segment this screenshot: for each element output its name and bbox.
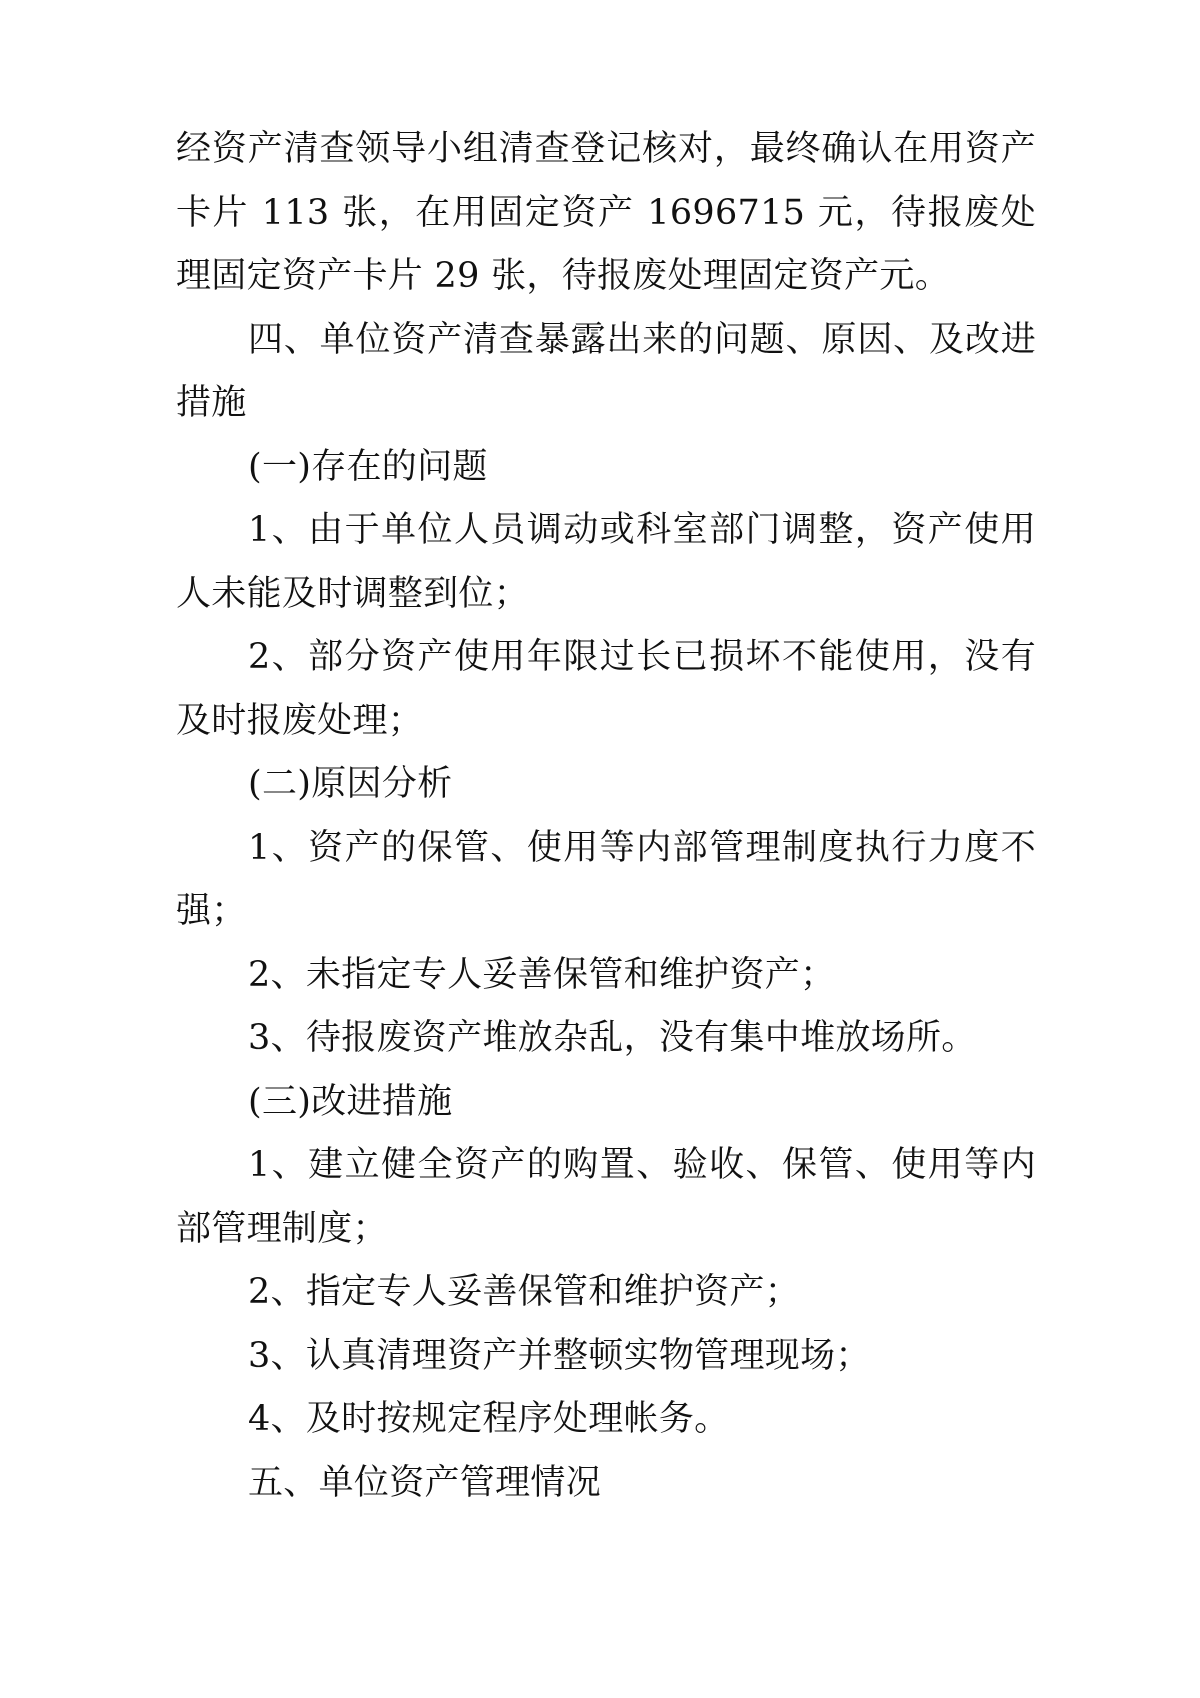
list-item-cause-2: 2、未指定专人妥善保管和维护资产； xyxy=(248,954,836,995)
heading-section-four: 四、单位资产清查暴露出来的问题、原因、及改进措施 xyxy=(176,319,1036,423)
list-item-cause-3: 3、待报废资产堆放杂乱，没有集中堆放场所。 xyxy=(248,1018,977,1058)
paragraph-asset-confirmation: 经资产清查领导小组清查登记核对，最终确认在用资产卡片 113 张，在用固定资产 1696715 元，待报废处理固定资产卡片 29 张，待报废处理固定资产元。 xyxy=(176,129,1036,296)
list-item-improvement-1: 1、建立健全资产的购置、验收、保管、使用等内部管理制度； xyxy=(176,1145,1036,1249)
subheading-improvements: (三)改进措施 xyxy=(248,1081,453,1122)
subheading-causes: (二)原因分析 xyxy=(248,764,453,804)
subheading-problems: (一)存在的问题 xyxy=(248,446,488,487)
list-item-cause-1: 1、资产的保管、使用等内部管理制度执行力度不强； xyxy=(176,827,1036,931)
document-body xyxy=(176,118,1036,1515)
list-item-improvement-2: 2、指定专人妥善保管和维护资产； xyxy=(248,1272,801,1312)
list-item-improvement-3: 3、认真清理资产并整顿实物管理现场； xyxy=(248,1335,871,1376)
heading-section-five: 五、单位资产管理情况 xyxy=(248,1462,602,1503)
list-item-improvement-4: 4、及时按规定程序处理帐务。 xyxy=(248,1399,730,1439)
list-item-problem-1: 1、由于单位人员调动或科室部门调整，资产使用人未能及时调整到位； xyxy=(176,510,1036,614)
list-item-problem-2: 2、部分资产使用年限过长已损坏不能使用，没有及时报废处理； xyxy=(176,637,1036,741)
